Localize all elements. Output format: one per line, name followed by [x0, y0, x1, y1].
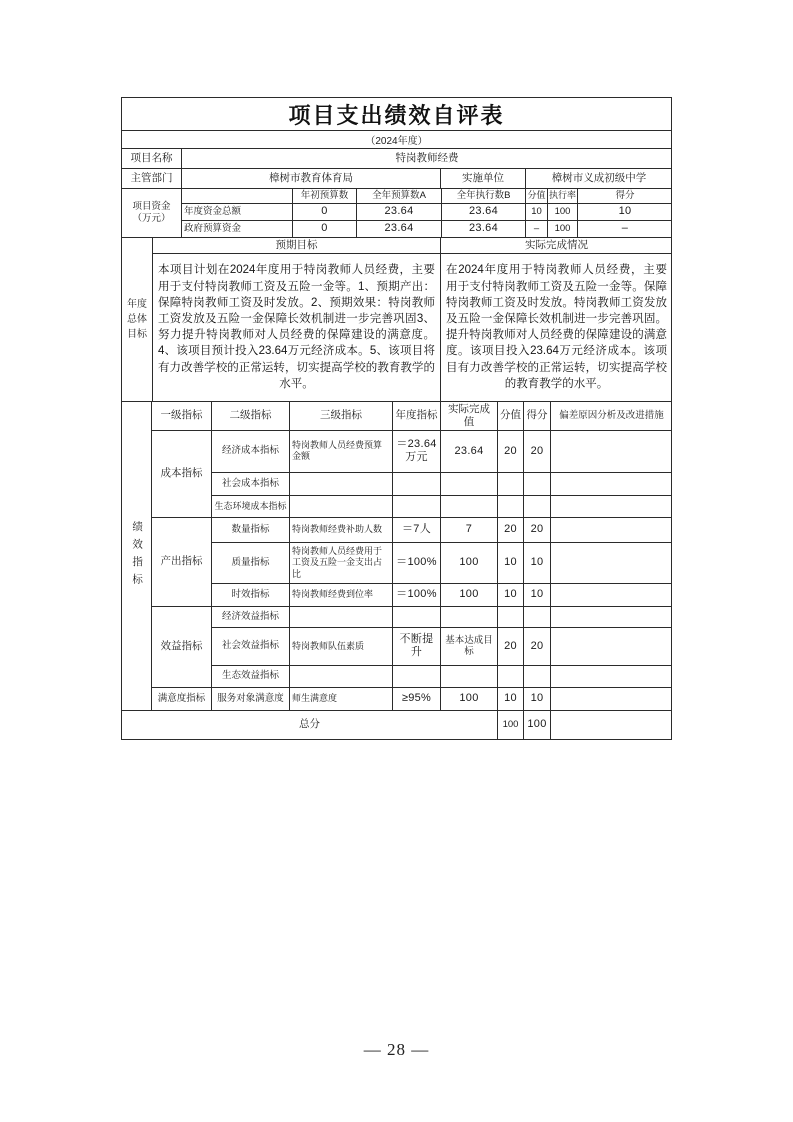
score-value-cell: 10	[498, 584, 524, 607]
target-cell: ＝7人	[393, 518, 441, 543]
funds-score-value: –	[526, 221, 548, 238]
funds-row-name: 政府预算资金	[182, 221, 293, 238]
level3-cell: 师生满意度	[290, 688, 393, 711]
expected-goal-text: 本项目计划在2024年度用于特岗教师人员经费，主要用于支付特岗教师工资及五险一金等。1、预期产出：保障特岗教师工资及时发放。2、预期效果：特岗教师工资发放及五险一金保障长效机制进一步完善巩固3、努力提升特岗教师对人员经费的保障建设的满意度。4、该项目预计投入23.64万元经济成本。5、该项目将有力改善学校的正常运转，切实提高学校的教育教学的水平。	[153, 254, 441, 402]
score-value-cell: 10	[498, 688, 524, 711]
department-label: 主管部门	[122, 169, 182, 189]
funds-executed-value: 23.64	[442, 204, 526, 221]
level3-cell	[290, 607, 393, 628]
funds-table	[122, 189, 672, 238]
subtitle-row	[122, 131, 671, 149]
annual-goal-table	[122, 238, 672, 402]
deviation-cell	[551, 688, 672, 711]
indicators-side-label-cell	[122, 402, 152, 711]
deviation-cell	[551, 518, 672, 543]
funds-initial-value: 0	[293, 204, 357, 221]
level3-cell: 特岗教师人员经费用于工资及五险一金支出占比	[290, 543, 393, 584]
funds-header-budget: 全年预算数A	[357, 189, 442, 204]
actual-result-text: 在2024年度用于特岗教师人员经费，主要用于支付特岗教师工资及五险一金等。保障特岗教师工资及时发放。特岗教师工资发放及五险一金保障长效机制进一步完善巩固。提升特岗教师对人员经费的保障建设的满意度。该项目投入23.64万元经济成本。该项目有力改善学校的正常运转，切实提高学校的教育教学的水平。	[441, 254, 672, 402]
funds-score: 10	[578, 204, 672, 221]
doc-subtitle: （2024年度）	[365, 136, 428, 147]
level2-cell: 经济成本指标	[212, 431, 290, 473]
total-deviation	[551, 711, 672, 739]
annual-goal-label: 年度总体目标	[122, 238, 153, 402]
page-number: — 28 —	[363, 1040, 430, 1059]
project-name-label: 项目名称	[122, 149, 182, 169]
evaluation-table	[121, 97, 672, 740]
funds-score-value: 10	[526, 204, 548, 221]
actual-cell: 100	[441, 543, 498, 584]
funds-row-gov	[122, 221, 672, 238]
group-benefit-label: 效益指标	[152, 607, 212, 688]
unit-value: 樟树市义成初级中学	[526, 169, 672, 189]
empty-cell	[182, 189, 293, 204]
funds-row-name: 年度资金总额	[182, 204, 293, 221]
score-cell	[524, 473, 551, 496]
score-cell: 10	[524, 584, 551, 607]
actual-cell: 基本达成目标	[441, 628, 498, 666]
actual-cell	[441, 666, 498, 688]
department-row	[122, 169, 672, 189]
funds-budget-value: 23.64	[357, 221, 442, 238]
total-score-value: 100	[498, 711, 524, 739]
actual-result-header: 实际完成情况	[441, 238, 672, 254]
score-cell: 20	[524, 518, 551, 543]
deviation-cell	[551, 584, 672, 607]
funds-header-executed: 全年执行数B	[442, 189, 526, 204]
target-cell	[393, 666, 441, 688]
level2-cell: 服务对象满意度	[212, 688, 290, 711]
total-score: 100	[524, 711, 551, 739]
target-cell	[393, 473, 441, 496]
score-cell: 20	[524, 628, 551, 666]
indicators-table	[122, 402, 672, 739]
expected-goal-header: 预期目标	[153, 238, 441, 254]
deviation-cell	[551, 496, 672, 518]
score-cell	[524, 607, 551, 628]
actual-cell: 23.64	[441, 431, 498, 473]
level2-cell: 经济效益指标	[212, 607, 290, 628]
deviation-cell	[551, 607, 672, 628]
header-actual: 实际完成值	[441, 402, 498, 431]
actual-cell	[441, 607, 498, 628]
target-cell: 不断提升	[393, 628, 441, 666]
score-cell: 20	[524, 431, 551, 473]
level2-cell: 数量指标	[212, 518, 290, 543]
actual-cell: 100	[441, 584, 498, 607]
deviation-cell	[551, 666, 672, 688]
indicator-row	[122, 518, 672, 543]
header-target: 年度指标	[393, 402, 441, 431]
unit-label: 实施单位	[441, 169, 526, 189]
score-value-cell	[498, 666, 524, 688]
funds-header-initial: 年初预算数	[293, 189, 357, 204]
score-value-cell: 20	[498, 431, 524, 473]
level3-cell: 特岗教师经费到位率	[290, 584, 393, 607]
level2-cell: 生态效益指标	[212, 666, 290, 688]
funds-header-row	[122, 189, 672, 204]
score-value-cell: 10	[498, 543, 524, 584]
total-row	[122, 711, 672, 739]
header-level1: 一级指标	[152, 402, 212, 431]
funds-header-score-value: 分值	[526, 189, 548, 204]
target-cell: ＝100%	[393, 584, 441, 607]
actual-cell	[441, 496, 498, 518]
level3-cell: 特岗教师队伍素质	[290, 628, 393, 666]
project-name-row	[122, 149, 672, 169]
score-value-cell	[498, 607, 524, 628]
level2-cell: 生态环境成本指标	[212, 496, 290, 518]
score-cell: 10	[524, 543, 551, 584]
funds-rate-value: 100	[548, 204, 578, 221]
funds-score: –	[578, 221, 672, 238]
funds-budget-value: 23.64	[357, 204, 442, 221]
deviation-cell	[551, 543, 672, 584]
level3-cell: 特岗教师人员经费预算金额	[290, 431, 393, 473]
funds-rate-value: 100	[548, 221, 578, 238]
header-level3: 三级指标	[290, 402, 393, 431]
funds-header-score: 得分	[578, 189, 672, 204]
deviation-cell	[551, 473, 672, 496]
target-cell: ≥95%	[393, 688, 441, 711]
score-value-cell: 20	[498, 518, 524, 543]
level3-cell: 特岗教师经费补助人数	[290, 518, 393, 543]
indicator-row	[122, 431, 672, 473]
goal-content-row	[122, 254, 672, 402]
header-deviation: 偏差原因分析及改进措施	[551, 402, 672, 431]
indicators-side-label: 绩效指标	[131, 520, 144, 591]
header-score: 得分	[524, 402, 551, 431]
indicators-header-row	[122, 402, 672, 431]
funds-initial-value: 0	[293, 221, 357, 238]
project-name-value: 特岗教师经费	[182, 149, 672, 169]
level2-cell: 时效指标	[212, 584, 290, 607]
indicator-row	[122, 607, 672, 628]
level3-cell	[290, 666, 393, 688]
score-cell	[524, 666, 551, 688]
score-value-cell: 20	[498, 628, 524, 666]
score-value-cell	[498, 496, 524, 518]
level2-cell: 质量指标	[212, 543, 290, 584]
score-cell	[524, 496, 551, 518]
level3-cell	[290, 473, 393, 496]
funds-executed-value: 23.64	[442, 221, 526, 238]
actual-cell: 100	[441, 688, 498, 711]
group-satisfaction-label: 满意度指标	[152, 688, 212, 711]
funds-row-total	[122, 204, 672, 221]
indicator-row	[122, 688, 672, 711]
funds-header-rate: 执行率	[548, 189, 578, 204]
title-row	[122, 98, 671, 131]
actual-cell	[441, 473, 498, 496]
target-cell: ＝23.64万元	[393, 431, 441, 473]
group-output-label: 产出指标	[152, 518, 212, 607]
department-value: 樟树市教育体育局	[182, 169, 441, 189]
group-cost-label: 成本指标	[152, 431, 212, 518]
deviation-cell	[551, 628, 672, 666]
target-cell	[393, 496, 441, 518]
header-level2: 二级指标	[212, 402, 290, 431]
funds-label: 项目资金（万元）	[122, 189, 182, 238]
header-score-value: 分值	[498, 402, 524, 431]
goal-header-row	[122, 238, 672, 254]
deviation-cell	[551, 431, 672, 473]
score-value-cell	[498, 473, 524, 496]
level2-cell: 社会成本指标	[212, 473, 290, 496]
doc-title: 项目支出绩效自评表	[288, 102, 505, 128]
level3-cell	[290, 496, 393, 518]
total-label: 总分	[122, 711, 498, 739]
score-cell: 10	[524, 688, 551, 711]
target-cell: ＝100%	[393, 543, 441, 584]
target-cell	[393, 607, 441, 628]
info-table	[122, 149, 672, 189]
level2-cell: 社会效益指标	[212, 628, 290, 666]
actual-cell: 7	[441, 518, 498, 543]
